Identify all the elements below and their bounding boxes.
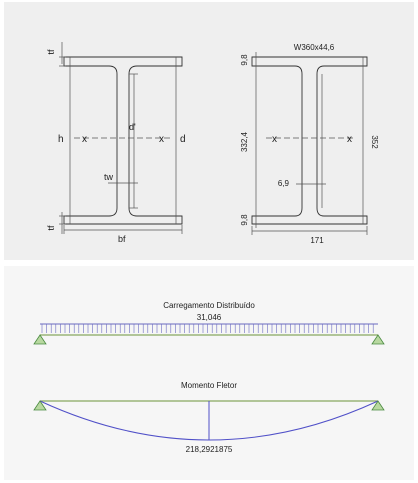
specific-tf-bottom-label: 9,8: [240, 214, 249, 226]
specific-bf-label: 171: [310, 236, 324, 245]
loading-diagrams-panel: [4, 266, 414, 480]
distributed-load-arrows: [42, 324, 373, 333]
specific-d-label: 352: [370, 135, 379, 149]
generic-i-section: [46, 42, 186, 244]
specific-x-left-label: x: [272, 134, 277, 145]
generic-dprime-label: d': [129, 122, 136, 132]
moment-left-support: [34, 401, 46, 410]
specific-dprime-label: 332,4: [240, 131, 249, 153]
section-title: W360x44,6: [293, 43, 335, 52]
specific-tf-top-label: 9,8: [240, 54, 249, 66]
generic-tw-label: tw: [104, 172, 113, 182]
moment-right-support: [372, 401, 384, 410]
bending-moment-title: Momento Fletor: [180, 381, 238, 390]
generic-d-label: d: [180, 134, 186, 145]
distributed-load-value: 31,046: [196, 313, 222, 322]
section-diagrams-svg: [4, 2, 414, 260]
generic-tf-top-label: tf: [46, 49, 56, 55]
generic-tf-bottom-label: tf: [46, 225, 56, 231]
generic-bf-label: bf: [118, 234, 126, 244]
generic-h-label: h: [58, 134, 64, 145]
bending-moment-value: 218,2921875: [185, 445, 233, 454]
generic-x-right-label: x: [159, 134, 164, 145]
section-diagrams-panel: [4, 2, 414, 260]
load-right-support: [372, 335, 384, 344]
specific-i-section: [240, 43, 379, 245]
loading-diagrams-svg: [4, 266, 414, 480]
load-left-support: [34, 335, 46, 344]
specific-tw-label: 6,9: [277, 179, 289, 188]
distributed-load-title: Carregamento Distribuído: [163, 301, 255, 310]
specific-x-right-label: x: [347, 134, 352, 145]
generic-x-left-label: x: [82, 134, 87, 145]
